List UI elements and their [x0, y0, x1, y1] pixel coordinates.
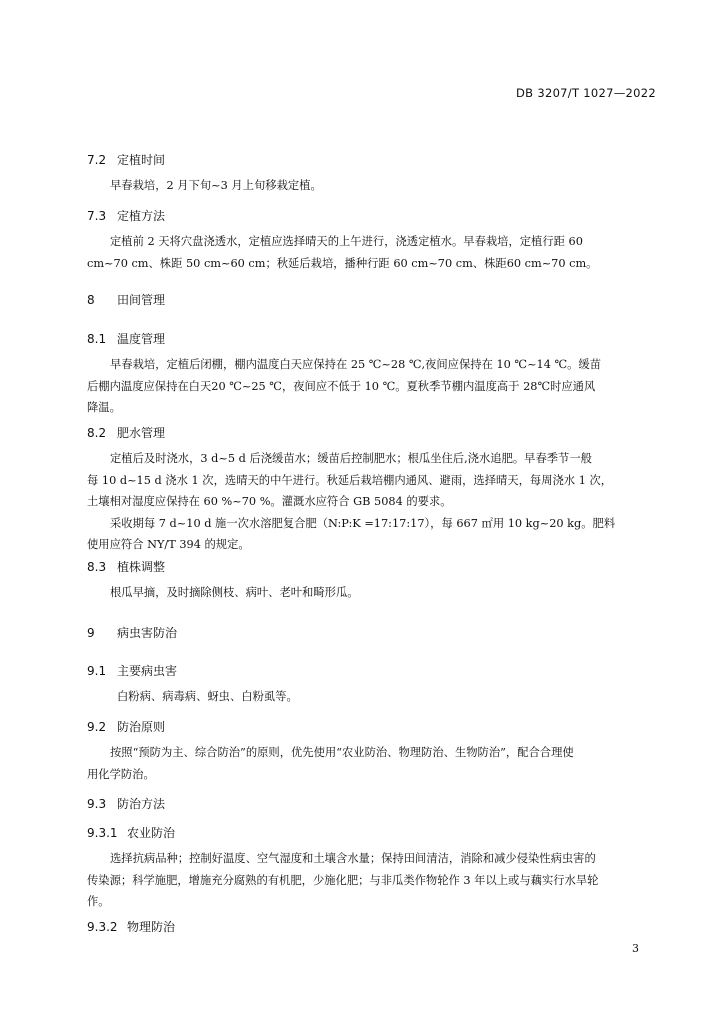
section-title: 防治方法 — [117, 797, 166, 811]
heading-9-3-1 — [87, 824, 175, 841]
paragraph-9-1 — [87, 686, 657, 708]
text-line: 早春栽培，定植后闭棚，棚内温度白天应保持在 25 ℃~28 ℃,夜间应保持在 10 ℃~14 ℃。缓苗 — [110, 358, 602, 371]
text-line: 根瓜早摘，及时摘除侧枝、病叶、老叶和畸形瓜。 — [110, 586, 359, 599]
text-line: 土壤相对湿度应保持在 60 %~70 %。灌溉水应符合 GB 5084 的要求。 — [87, 495, 452, 508]
text-line: 白粉病、病毒病、蚜虫、白粉虱等。 — [117, 690, 298, 703]
section-number: 9.1 — [87, 664, 107, 678]
section-number: 8.2 — [87, 426, 107, 440]
text-line: 选择抗病品种；控制好温度、空气湿度和土壤含水量；保持田间清洁，消除和减少侵染性病虫害的 — [110, 852, 596, 865]
heading-9 — [87, 624, 177, 641]
section-number: 9.3.2 — [87, 920, 118, 934]
text-line: 按照“预防为主、综合防治”的原则，优先使用“农业防治、物理防治、生物防治”，配合合理使 — [110, 746, 574, 759]
document-code: DB 3207/T 1027—2022 — [516, 86, 656, 100]
section-number: 9 — [87, 626, 95, 640]
paragraph-7-2 — [87, 175, 657, 197]
paragraph-8-3 — [87, 582, 657, 604]
paragraph-9-2 — [87, 742, 657, 785]
paragraph-7-3 — [87, 231, 657, 274]
section-title: 农业防治 — [127, 826, 176, 840]
heading-7-2 — [87, 151, 165, 168]
text-line: cm~70 cm、株距 50 cm~60 cm；秋延后栽培，播种行距 60 cm~70 cm、株距60 cm~70 cm。 — [87, 256, 598, 270]
text-line: 早春栽培，2 月下旬~3 月上旬移栽定植。 — [110, 179, 322, 192]
section-title: 主要病虫害 — [117, 664, 178, 678]
section-number: 8 — [87, 293, 95, 307]
section-number: 9.2 — [87, 720, 107, 734]
paragraph-8-2 — [87, 448, 657, 556]
section-title: 植株调整 — [117, 560, 166, 574]
paragraph-9-3-1 — [87, 848, 657, 913]
heading-8-1 — [87, 330, 165, 347]
section-title: 物理防治 — [127, 920, 176, 934]
section-title: 田间管理 — [117, 293, 166, 307]
section-number: 9.3.1 — [87, 826, 118, 840]
text-line: 定植前 2 天将穴盘浇透水，定植应选择晴天的上午进行，浇透定植水。早春栽培，定植行距 60 — [110, 235, 583, 248]
heading-7-3 — [87, 207, 165, 224]
text-line: 传染源；科学施肥，增施充分腐熟的有机肥，少施化肥；与非瓜类作物轮作 3 年以上或与藕实行水旱轮 — [87, 873, 599, 887]
section-title: 温度管理 — [117, 332, 166, 346]
text-line: 定植后及时浇水，3 d~5 d 后浇缓苗水；缓苗后控制肥水；根瓜坐住后,浇水追肥。早春季节一般 — [110, 452, 592, 465]
heading-8-3 — [87, 558, 165, 575]
section-title: 肥水管理 — [117, 426, 166, 440]
heading-9-1 — [87, 662, 177, 679]
text-line: 后棚内温度应保持在白天20 ℃~25 ℃，夜间应不低于 10 ℃。夏秋季节棚内温度高于 28℃时应通风 — [87, 379, 596, 393]
paragraph-8-1 — [87, 354, 657, 419]
section-title: 防治原则 — [117, 720, 166, 734]
section-number: 8.3 — [87, 560, 107, 574]
text-line: 采收期每 7 d~10 d 施一次水溶肥复合肥（N:P:K =17:17:17），每 667 ㎡用 10 kg~20 kg。肥料 — [110, 516, 616, 530]
section-title: 定植时间 — [117, 153, 166, 167]
section-number: 8.1 — [87, 332, 107, 346]
text-line: 降温。 — [87, 401, 121, 414]
section-title: 定植方法 — [117, 209, 166, 223]
heading-9-3 — [87, 795, 165, 812]
heading-9-3-2 — [87, 918, 175, 935]
heading-8 — [87, 291, 165, 308]
text-line: 每 10 d~15 d 浇水 1 次，选晴天的中午进行。秋延后栽培棚内通风、避雨，选择晴天，每周浇水 1 次， — [87, 473, 613, 487]
section-number: 7.3 — [87, 209, 107, 223]
text-line: 使用应符合 NY/T 394 的规定。 — [87, 538, 250, 551]
heading-8-2 — [87, 424, 165, 441]
heading-9-2 — [87, 718, 165, 735]
section-title: 病虫害防治 — [117, 626, 178, 640]
text-line: 作。 — [87, 895, 110, 908]
section-number: 9.3 — [87, 797, 107, 811]
text-line: 用化学防治。 — [87, 767, 155, 781]
page-number: 3 — [632, 942, 639, 955]
section-number: 7.2 — [87, 153, 107, 167]
